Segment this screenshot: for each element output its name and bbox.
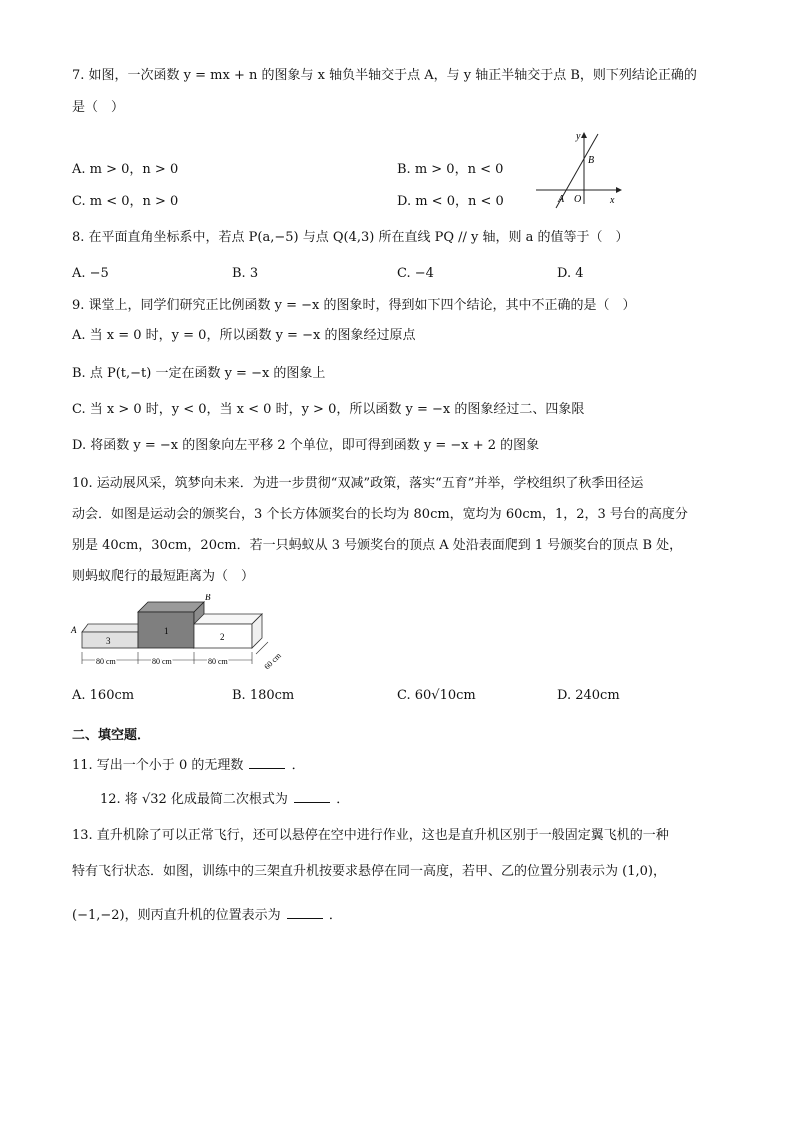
q7-line2: 是（ ） (72, 100, 125, 115)
q9-option-a[interactable]: A. 当 x = 0 时，y = 0，所以函数 y = −x 的图象经过原点 (72, 328, 416, 343)
q13-line2: 特有飞行状态．如图，训练中的三架直升机按要求悬停在同一高度，若甲、乙的位置分别表示为 (1,0)， (72, 864, 666, 879)
q10-dim-80-3: 80 cm (208, 657, 228, 666)
q10-line4: 则蚂蚁爬行的最短距离为（ ） (72, 569, 255, 584)
q7-option-d[interactable]: D. m < 0，n < 0 (397, 194, 504, 209)
q13-line3 (72, 904, 342, 926)
q10-option-a[interactable]: A. 160cm (72, 688, 135, 703)
q8-option-d[interactable]: D. 4 (557, 266, 584, 281)
q12-text: 12. 将 √32 化成最简二次根式为 (100, 792, 288, 807)
q10-podium-figure (68, 594, 288, 674)
section-title-fill-in: 二、填空题． (72, 728, 151, 743)
q11-end: ． (291, 758, 305, 773)
q10-option-c[interactable]: C. 60√10cm (397, 688, 476, 703)
q10-dim-60: 60 cm (262, 650, 283, 672)
q11-line (72, 754, 305, 776)
q12-end: ． (336, 792, 350, 807)
q7-graph (532, 130, 622, 210)
q7-graph-label-a: A (558, 194, 565, 205)
q10-label-a: A (71, 625, 77, 635)
q12-answer-blank[interactable] (294, 788, 330, 803)
q8-line1: 8. 在平面直角坐标系中，若点 P(a,−5) 与点 Q(4,3) 所在直线 PQ // y 轴，则 a 的值等于（ ） (72, 230, 629, 245)
q10-label-box1: 1 (164, 626, 169, 636)
q8-option-a[interactable]: A. −5 (72, 266, 109, 281)
q8-option-c[interactable]: C. −4 (397, 266, 434, 281)
q7-line1: 7. 如图，一次函数 y = mx + n 的图象与 x 轴负半轴交于点 A，与 y 轴正半轴交于点 B，则下列结论正确的 (72, 68, 697, 83)
q10-option-b[interactable]: B. 180cm (232, 688, 295, 703)
q12-line (100, 788, 349, 810)
q8-option-b[interactable]: B. 3 (232, 266, 259, 281)
q7-graph-label-b: B (588, 155, 595, 166)
q10-option-d[interactable]: D. 240cm (557, 688, 620, 703)
q11-answer-blank[interactable] (249, 754, 285, 769)
q7-option-c[interactable]: C. m < 0，n > 0 (72, 194, 179, 209)
q7-option-b[interactable]: B. m > 0，n < 0 (397, 162, 504, 177)
q7-graph-label-o: O (574, 194, 582, 205)
q10-line3: 别是 40cm，30cm，20cm．若一只蚂蚁从 3 号颁奖台的顶点 A 处沿表面爬到 1 号颁奖台的顶点 B 处， (72, 538, 683, 553)
q10-dim-80-2: 80 cm (152, 657, 172, 666)
q10-label-box3: 3 (106, 636, 111, 646)
q9-option-b[interactable]: B. 点 P(t,−t) 一定在函数 y = −x 的图象上 (72, 366, 326, 381)
q9-option-c[interactable]: C. 当 x > 0 时，y < 0，当 x < 0 时，y > 0，所以函数 y = −x 的图象经过二、四象限 (72, 402, 585, 417)
q13-text: (−1,−2)，则丙直升机的位置表示为 (72, 908, 281, 923)
q7-option-a[interactable]: A. m > 0，n > 0 (72, 162, 179, 177)
q7-graph-label-x: x (610, 195, 615, 206)
q10-label-box2: 2 (220, 632, 225, 642)
q9-option-d[interactable]: D. 将函数 y = −x 的图象向左平移 2 个单位，即可得到函数 y = −x + 2 的图象 (72, 438, 540, 453)
q13-end: ． (328, 908, 342, 923)
q9-line1: 9. 课堂上，同学们研究正比例函数 y = −x 的图象时，得到如下四个结论，其中不正确的是（ ） (72, 298, 636, 313)
q13-line1: 13. 直升机除了可以正常飞行，还可以悬停在空中进行作业，这也是直升机区别于一般固定翼飞机的一种 (72, 828, 669, 843)
q10-line1: 10. 运动展风采，筑梦向未来．为进一步贯彻“双减”政策，落实“五育”并举，学校组织了秋季田径运 (72, 476, 644, 491)
q10-label-b: B (205, 594, 211, 602)
q11-text: 11. 写出一个小于 0 的无理数 (72, 758, 244, 773)
q13-answer-blank[interactable] (287, 904, 323, 919)
q7-graph-label-y: y (576, 131, 581, 142)
q10-dim-80-1: 80 cm (96, 657, 116, 666)
q10-line2: 动会．如图是运动会的颁奖台，3 个长方体颁奖台的长均为 80cm，宽均为 60cm，1，2，3 号台的高度分 (72, 507, 688, 522)
